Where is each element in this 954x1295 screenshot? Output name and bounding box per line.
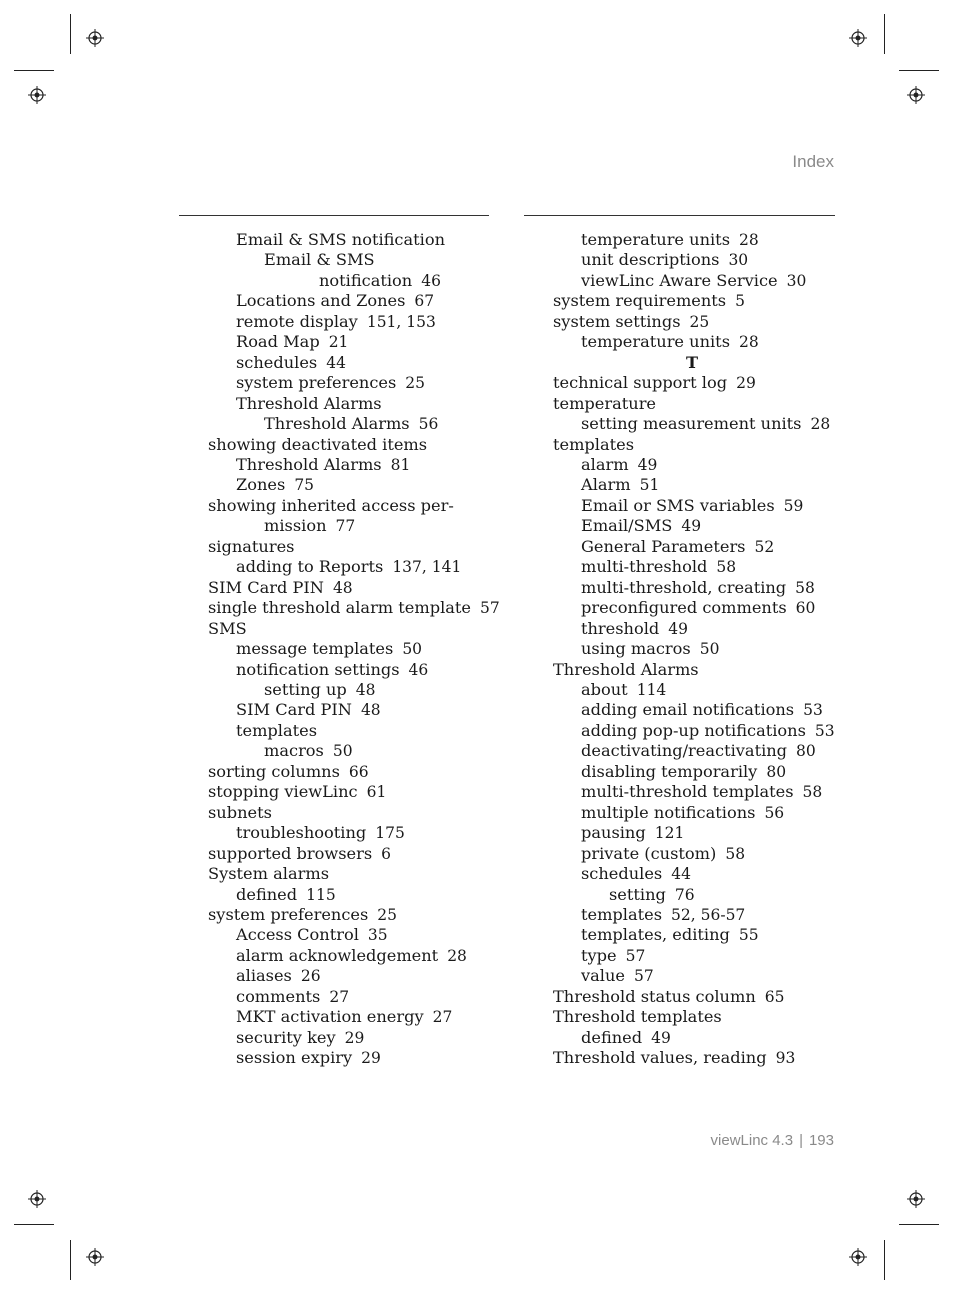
index-entry bbox=[553, 844, 843, 864]
index-page-ref[interactable]: 28 bbox=[810, 415, 831, 434]
index-page-ref[interactable]: 53 bbox=[814, 721, 835, 740]
index-entry bbox=[553, 660, 843, 680]
index-page-ref[interactable]: 49 bbox=[651, 1028, 671, 1047]
index-page-ref[interactable]: 77 bbox=[335, 517, 356, 536]
registration-target-icon bbox=[907, 1190, 925, 1208]
registration-target-icon bbox=[86, 29, 104, 47]
crop-mark bbox=[14, 1224, 54, 1225]
index-term: multi-threshold, creating bbox=[581, 577, 787, 597]
index-page-ref[interactable]: 46 bbox=[408, 660, 429, 679]
index-entry bbox=[553, 885, 843, 905]
index-entry bbox=[553, 271, 843, 291]
index-term: pausing bbox=[581, 823, 646, 843]
index-entry bbox=[208, 741, 498, 761]
index-entry bbox=[553, 435, 843, 455]
index-entry bbox=[553, 475, 843, 495]
index-page-ref[interactable]: 50 bbox=[402, 640, 423, 659]
index-entry bbox=[553, 312, 843, 332]
index-page-ref[interactable]: 57 bbox=[625, 946, 646, 965]
index-page-ref[interactable]: 46 bbox=[421, 271, 441, 290]
index-entry bbox=[208, 230, 498, 250]
crop-mark bbox=[70, 1240, 71, 1280]
index-entry bbox=[553, 905, 843, 925]
index-term: Threshold values, reading bbox=[553, 1048, 767, 1068]
index-term: Locations and Zones bbox=[236, 291, 406, 311]
footer-product: viewLinc 4.3 bbox=[710, 1132, 794, 1149]
index-term: disabling temporarily bbox=[581, 761, 758, 781]
index-entry bbox=[208, 475, 498, 495]
index-page-ref[interactable]: 26 bbox=[300, 967, 321, 986]
index-page-ref[interactable]: 57 bbox=[633, 967, 654, 986]
index-entry bbox=[208, 987, 498, 1007]
registration-target-icon bbox=[849, 1248, 867, 1266]
page-footer bbox=[711, 1132, 834, 1149]
index-entry bbox=[208, 312, 498, 332]
index-entry bbox=[553, 1028, 843, 1048]
index-entry bbox=[208, 353, 498, 373]
index-entry bbox=[208, 394, 498, 414]
index-page-ref[interactable]: 75 bbox=[294, 476, 315, 495]
index-term: session expiry bbox=[236, 1048, 353, 1068]
footer-separator: | bbox=[799, 1132, 803, 1149]
index-term: message templates bbox=[236, 639, 394, 659]
index-term: signatures bbox=[208, 536, 295, 556]
index-entry bbox=[553, 966, 843, 986]
index-term: adding pop-up notifications bbox=[581, 720, 806, 740]
index-term: showing deactivated items bbox=[208, 434, 428, 454]
index-entry bbox=[553, 557, 843, 577]
index-term: unit descriptions bbox=[581, 250, 720, 270]
index-term: system requirements bbox=[553, 291, 727, 311]
index-term: temperature bbox=[553, 393, 657, 413]
index-term: adding email notifications bbox=[581, 700, 795, 720]
index-term: Threshold Alarms bbox=[236, 454, 382, 474]
index-entry bbox=[208, 496, 498, 516]
index-entry bbox=[208, 762, 498, 782]
index-page-ref[interactable]: 58 bbox=[725, 844, 746, 863]
index-term: setting up bbox=[264, 679, 347, 699]
index-entry bbox=[208, 905, 498, 925]
index-entry bbox=[553, 741, 843, 761]
index-page-ref[interactable]: 93 bbox=[775, 1049, 796, 1068]
index-term: Email/SMS bbox=[581, 516, 673, 536]
index-page-ref[interactable]: 53 bbox=[803, 701, 823, 720]
index-term: aliases bbox=[236, 966, 292, 986]
index-term: temperature units bbox=[581, 230, 730, 249]
index-entry bbox=[208, 537, 498, 557]
index-page-ref[interactable]: 58 bbox=[716, 558, 737, 577]
index-entry bbox=[553, 455, 843, 475]
index-term: threshold bbox=[581, 618, 660, 638]
index-page-ref[interactable]: 57 bbox=[480, 599, 500, 618]
index-page-ref[interactable]: 61 bbox=[366, 783, 387, 802]
index-entry bbox=[208, 1048, 498, 1068]
registration-target-icon bbox=[28, 86, 46, 104]
index-term: Email & SMS bbox=[264, 250, 375, 270]
index-entry bbox=[553, 987, 843, 1007]
index-entry bbox=[208, 864, 498, 884]
index-page-ref[interactable]: 48 bbox=[360, 701, 381, 720]
index-page-ref[interactable]: 25 bbox=[689, 312, 710, 331]
index-term: alarm acknowledgement bbox=[236, 945, 439, 965]
index-term: SIM Card PIN bbox=[236, 700, 352, 720]
index-page-ref[interactable]: 49 bbox=[681, 517, 702, 536]
index-term: stopping viewLinc bbox=[208, 782, 358, 802]
index-page-ref[interactable]: 29 bbox=[361, 1049, 381, 1068]
index-entry bbox=[553, 619, 843, 639]
index-page-ref[interactable]: 60 bbox=[795, 599, 816, 618]
index-page-ref[interactable]: 50 bbox=[332, 742, 353, 761]
crop-mark bbox=[70, 14, 71, 54]
index-term: preconfigured comments bbox=[581, 598, 787, 618]
index-page-ref[interactable]: 114 bbox=[636, 680, 667, 699]
index-term: Road Map bbox=[236, 332, 320, 352]
index-entry bbox=[208, 557, 498, 577]
index-entry bbox=[208, 660, 498, 680]
registration-target-icon bbox=[849, 29, 867, 47]
index-entry bbox=[553, 700, 843, 720]
index-column-left bbox=[208, 230, 498, 1069]
registration-target-icon bbox=[28, 1190, 46, 1208]
index-term: subnets bbox=[208, 802, 272, 822]
index-entry bbox=[553, 823, 843, 843]
index-page-ref[interactable]: 52 bbox=[754, 537, 775, 556]
index-term: General Parameters bbox=[581, 536, 746, 556]
index-entry bbox=[553, 373, 843, 393]
index-term: type bbox=[581, 945, 617, 965]
index-letter-heading bbox=[553, 353, 843, 373]
index-entry bbox=[553, 925, 843, 945]
index-term: schedules bbox=[236, 352, 318, 372]
index-entry bbox=[553, 332, 843, 352]
index-page-ref[interactable]: 81 bbox=[390, 455, 411, 474]
index-entry bbox=[208, 435, 498, 455]
crop-mark bbox=[14, 70, 54, 71]
index-page-ref[interactable]: 59 bbox=[783, 496, 804, 515]
index-page-ref[interactable]: 30 bbox=[786, 271, 807, 290]
index-term: Threshold status column bbox=[553, 986, 756, 1006]
index-entry bbox=[208, 639, 498, 659]
index-term: templates bbox=[236, 720, 318, 740]
index-entry bbox=[553, 721, 843, 741]
index-page-ref[interactable]: 49 bbox=[637, 455, 658, 474]
index-term: Threshold templates bbox=[553, 1007, 722, 1027]
index-entry bbox=[208, 803, 498, 823]
index-term: remote display bbox=[236, 311, 358, 331]
crop-mark bbox=[899, 70, 939, 71]
index-term: technical support log bbox=[553, 373, 728, 393]
index-term: about bbox=[581, 679, 628, 699]
index-page-ref[interactable]: 29 bbox=[344, 1028, 365, 1047]
index-term: Threshold Alarms bbox=[553, 659, 699, 679]
index-term: multi-threshold templates bbox=[581, 782, 794, 802]
index-term: using macros bbox=[581, 639, 691, 659]
crop-mark bbox=[884, 1240, 885, 1280]
index-page-ref[interactable]: 48 bbox=[355, 680, 376, 699]
index-term: templates, editing bbox=[581, 925, 730, 945]
index-entry bbox=[208, 373, 498, 393]
index-page-ref[interactable]: 44 bbox=[326, 353, 346, 372]
index-page-ref[interactable]: 115 bbox=[306, 885, 336, 904]
index-entry bbox=[208, 332, 498, 352]
index-entry bbox=[208, 680, 498, 700]
index-term: multi-threshold bbox=[581, 557, 708, 577]
index-term: setting measurement units bbox=[581, 414, 802, 434]
index-entry bbox=[553, 516, 843, 536]
index-term: MKT activation energy bbox=[236, 1007, 424, 1027]
index-entry bbox=[208, 844, 498, 864]
index-entry bbox=[208, 700, 498, 720]
index-entry bbox=[553, 598, 843, 618]
index-entry bbox=[553, 250, 843, 270]
registration-target-icon bbox=[907, 86, 925, 104]
index-entry bbox=[208, 885, 498, 905]
index-entry bbox=[553, 537, 843, 557]
index-page-ref[interactable]: 56 bbox=[418, 415, 439, 434]
index-column-right bbox=[553, 230, 843, 1069]
page-number: 193 bbox=[808, 1132, 834, 1149]
index-term: System alarms bbox=[208, 864, 329, 884]
index-term: Alarm bbox=[581, 475, 631, 495]
index-page-ref[interactable]: 27 bbox=[329, 987, 350, 1006]
index-term: Email & SMS notification bbox=[236, 230, 445, 249]
index-page-ref[interactable]: 137, 141 bbox=[392, 558, 462, 577]
index-page-ref[interactable]: 51 bbox=[639, 476, 660, 495]
index-entry bbox=[208, 782, 498, 802]
index-page-ref[interactable]: 35 bbox=[367, 926, 388, 945]
index-term: system preferences bbox=[208, 904, 369, 924]
crop-mark bbox=[899, 1224, 939, 1225]
index-page-ref[interactable]: 44 bbox=[671, 865, 691, 884]
index-entry bbox=[208, 578, 498, 598]
index-term: alarm bbox=[581, 454, 629, 474]
index-term: macros bbox=[264, 741, 324, 761]
index-term: Access Control bbox=[236, 925, 359, 945]
left-column-rule bbox=[179, 215, 489, 216]
index-page-ref[interactable]: 28 bbox=[447, 946, 467, 965]
index-term: setting bbox=[609, 884, 666, 904]
index-entry bbox=[553, 394, 843, 414]
index-term: T bbox=[686, 352, 699, 372]
index-term: defined bbox=[236, 884, 298, 904]
index-term: templates bbox=[553, 434, 635, 454]
index-term: security key bbox=[236, 1027, 336, 1047]
index-entry bbox=[208, 1028, 498, 1048]
index-entry bbox=[553, 680, 843, 700]
index-entry bbox=[553, 230, 843, 250]
index-page-ref[interactable]: 30 bbox=[728, 251, 749, 270]
index-page-ref[interactable]: 25 bbox=[405, 374, 426, 393]
index-term: sorting columns bbox=[208, 761, 340, 781]
index-page-ref[interactable]: 6 bbox=[381, 844, 392, 863]
index-page-ref[interactable]: 175 bbox=[375, 824, 405, 843]
index-page-ref[interactable]: 80 bbox=[796, 742, 816, 761]
index-page-ref[interactable]: 65 bbox=[764, 987, 785, 1006]
index-term: system preferences bbox=[236, 373, 397, 393]
index-term: private (custom) bbox=[581, 843, 717, 863]
index-page-ref[interactable]: 25 bbox=[377, 905, 398, 924]
crop-mark bbox=[884, 14, 885, 54]
index-entry bbox=[208, 250, 498, 270]
index-page-ref[interactable]: 50 bbox=[699, 640, 720, 659]
index-page-ref[interactable]: 48 bbox=[332, 578, 353, 597]
index-term: Threshold Alarms bbox=[264, 414, 410, 434]
index-page-ref[interactable]: 29 bbox=[736, 374, 756, 393]
index-term: multiple notifications bbox=[581, 802, 756, 822]
index-page-ref[interactable]: 27 bbox=[432, 1008, 453, 1027]
index-term: value bbox=[581, 966, 625, 986]
index-entry bbox=[553, 496, 843, 516]
index-term: notification bbox=[319, 270, 413, 290]
index-entry bbox=[208, 946, 498, 966]
right-column-rule bbox=[524, 215, 835, 216]
index-term: Email or SMS variables bbox=[581, 495, 775, 515]
index-entry bbox=[208, 966, 498, 986]
index-term: SMS bbox=[208, 618, 247, 638]
index-entry bbox=[553, 639, 843, 659]
index-term: SIM Card PIN bbox=[208, 577, 324, 597]
index-entry bbox=[208, 598, 498, 618]
index-entry bbox=[208, 455, 498, 475]
registration-target-icon bbox=[86, 1248, 104, 1266]
index-term: troubleshooting bbox=[236, 823, 367, 843]
index-entry bbox=[553, 414, 843, 434]
index-term: viewLinc Aware Service bbox=[581, 270, 778, 290]
index-term: single threshold alarm template bbox=[208, 598, 472, 618]
index-page-ref[interactable]: 66 bbox=[348, 762, 369, 781]
index-term: showing inherited access per- bbox=[208, 495, 454, 515]
index-page-ref[interactable]: 28 bbox=[739, 231, 759, 249]
index-page-ref[interactable]: 21 bbox=[328, 333, 349, 352]
index-term: notification settings bbox=[236, 659, 400, 679]
index-entry bbox=[208, 721, 498, 741]
index-term: adding to Reports bbox=[236, 557, 384, 577]
index-term: system settings bbox=[553, 311, 681, 331]
index-entry bbox=[553, 864, 843, 884]
index-page-ref[interactable]: 49 bbox=[668, 619, 689, 638]
index-entry bbox=[208, 414, 498, 434]
index-entry bbox=[208, 291, 498, 311]
index-term: defined bbox=[581, 1027, 643, 1047]
index-page-ref[interactable]: 151, 153 bbox=[366, 312, 436, 331]
index-entry bbox=[553, 1007, 843, 1027]
index-term: templates bbox=[581, 904, 663, 924]
index-term: mission bbox=[264, 516, 327, 536]
index-page-ref[interactable]: 52, 56-57 bbox=[671, 905, 746, 924]
index-entry bbox=[553, 578, 843, 598]
index-entry bbox=[553, 291, 843, 311]
index-entry bbox=[553, 782, 843, 802]
index-entry bbox=[208, 925, 498, 945]
index-page-ref[interactable]: 58 bbox=[795, 578, 815, 597]
index-term: comments bbox=[236, 986, 321, 1006]
index-page-ref[interactable]: 80 bbox=[766, 762, 787, 781]
index-term: deactivating/reactivating bbox=[581, 741, 788, 761]
index-page-ref[interactable]: 5 bbox=[735, 292, 745, 311]
index-page-ref[interactable]: 76 bbox=[674, 885, 695, 904]
index-page-ref[interactable]: 58 bbox=[802, 783, 823, 802]
index-entry bbox=[553, 946, 843, 966]
index-term: schedules bbox=[581, 864, 663, 884]
index-entry bbox=[208, 619, 498, 639]
index-entry bbox=[208, 516, 498, 536]
index-term: Zones bbox=[236, 475, 286, 495]
index-page-ref[interactable]: 56 bbox=[764, 803, 785, 822]
index-page-ref[interactable]: 55 bbox=[738, 926, 759, 945]
index-page-ref[interactable]: 28 bbox=[739, 333, 759, 352]
index-entry bbox=[208, 1007, 498, 1027]
index-entry bbox=[553, 803, 843, 823]
index-entry bbox=[208, 823, 498, 843]
index-page-ref[interactable]: 121 bbox=[654, 824, 685, 843]
index-term: Threshold Alarms bbox=[236, 393, 382, 413]
index-entry bbox=[553, 1048, 843, 1068]
index-term: supported browsers bbox=[208, 843, 373, 863]
index-page-ref[interactable]: 67 bbox=[414, 292, 435, 311]
index-entry bbox=[208, 271, 498, 291]
index-entry bbox=[553, 762, 843, 782]
running-header: Index bbox=[792, 152, 834, 171]
index-term: temperature units bbox=[581, 332, 730, 352]
